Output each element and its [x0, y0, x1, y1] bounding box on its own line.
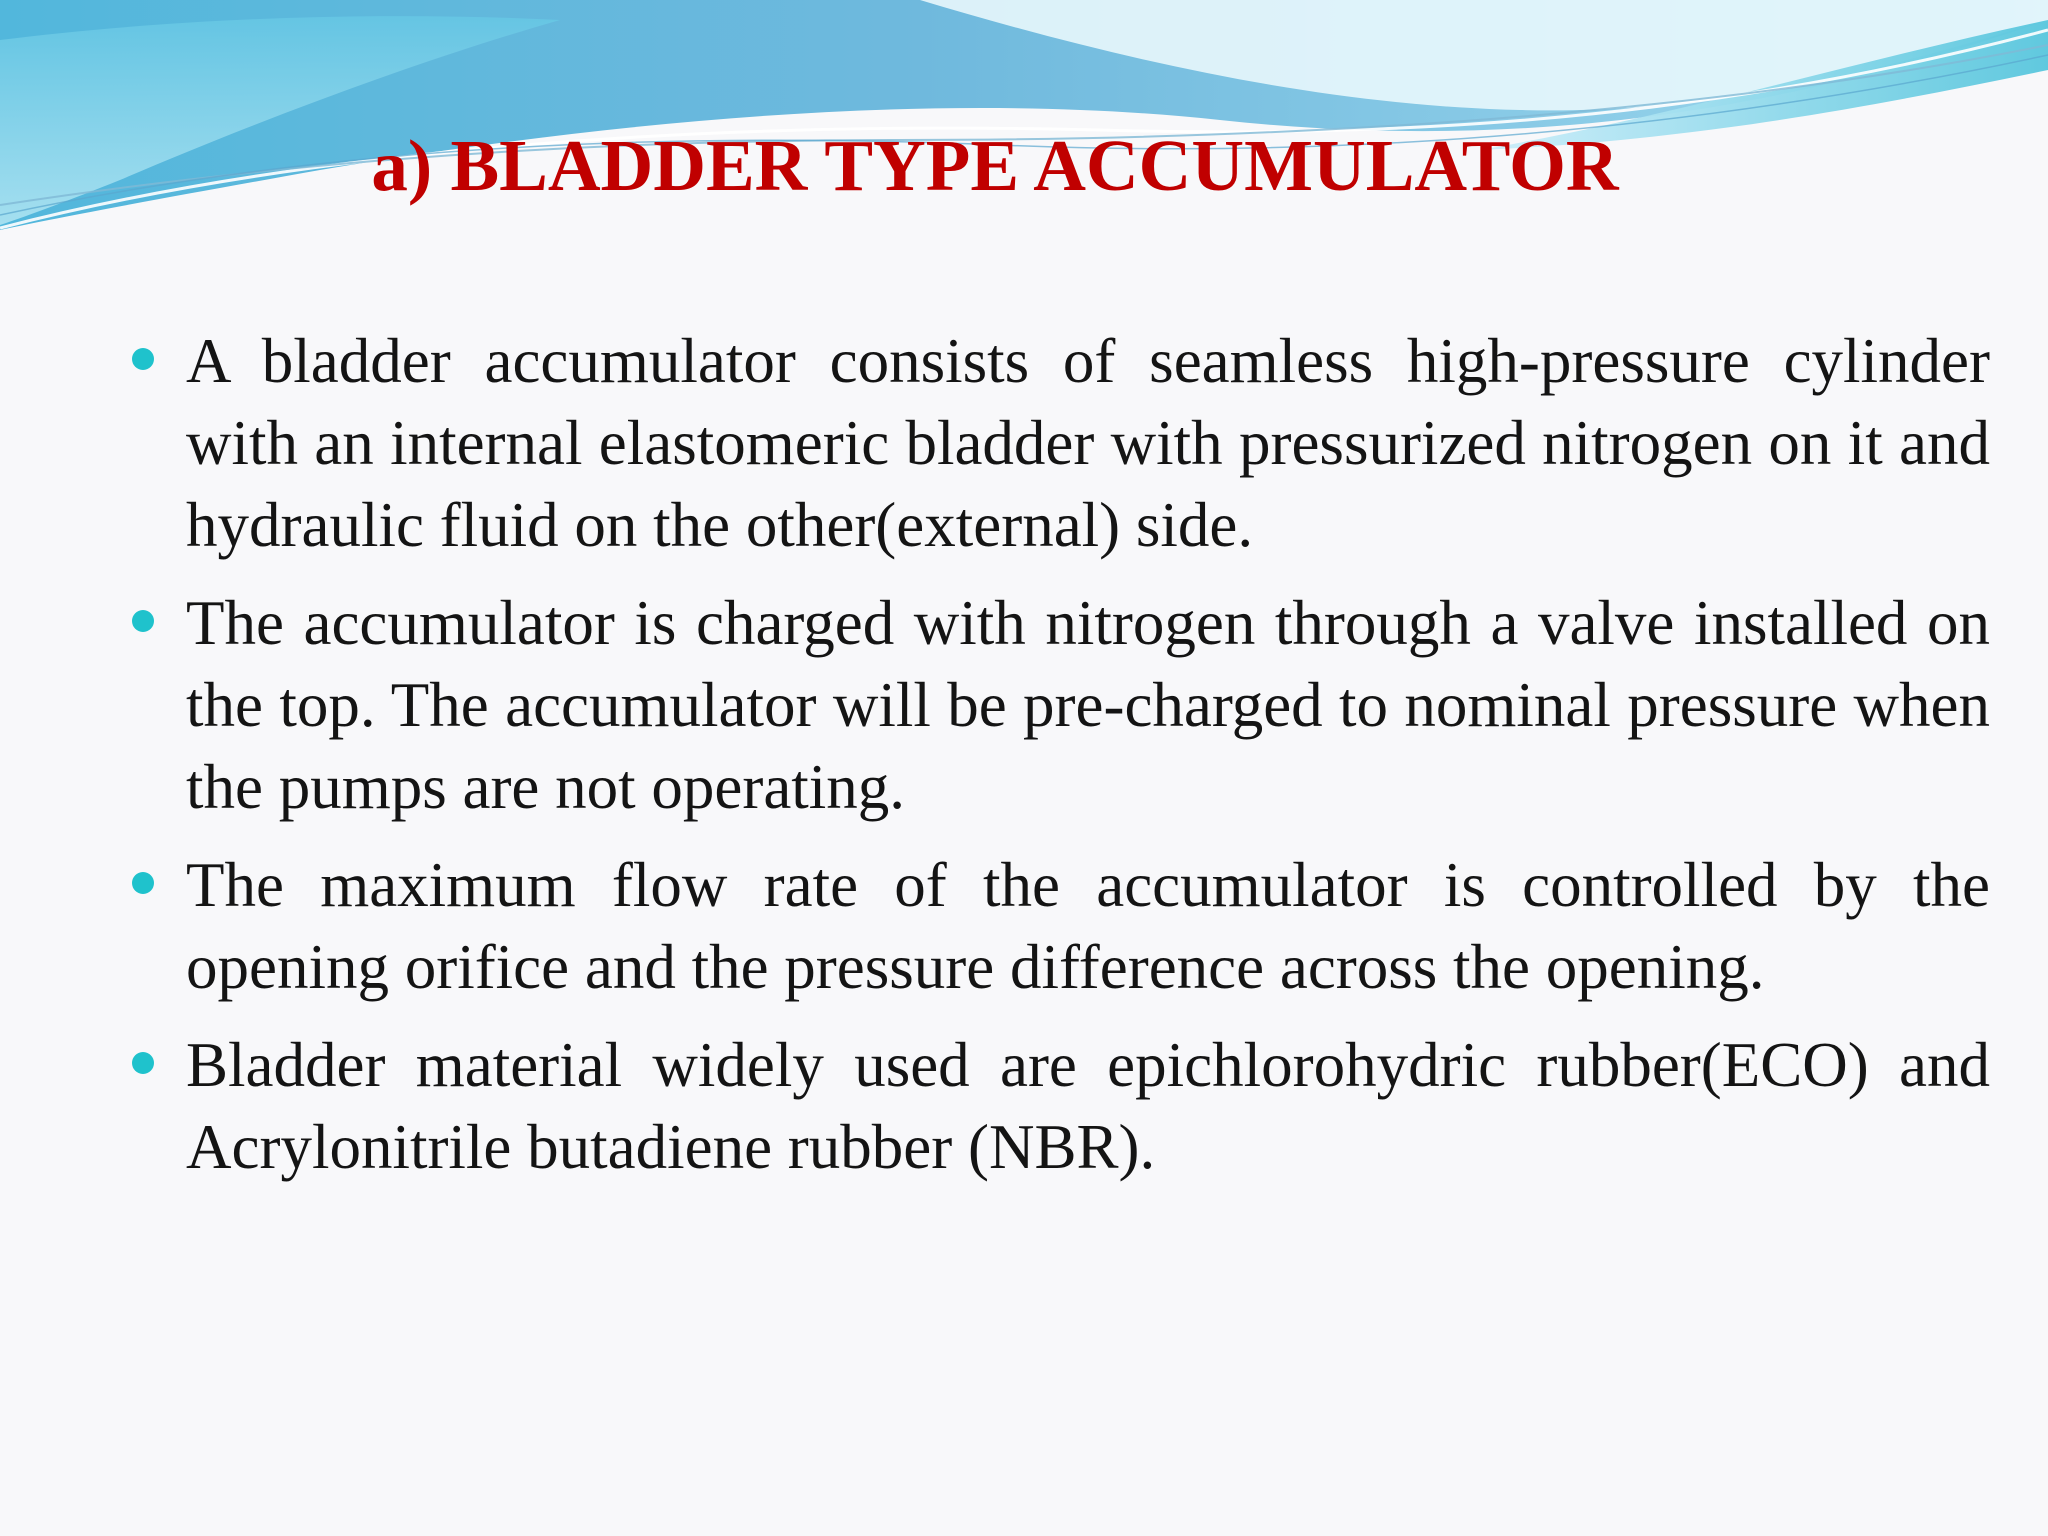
- circle-bullet-icon: [132, 348, 154, 370]
- bullet-text: The accumulator is charged with nitrogen through a valve installed on the top. The accumulator will be pre-charged to nominal pressure when the pumps are not operating.: [186, 588, 1990, 822]
- circle-bullet-icon: [132, 610, 154, 632]
- bullet-list: [128, 320, 1990, 1204]
- bullet-item: [128, 582, 1990, 828]
- bullet-text: The maximum flow rate of the accumulator is controlled by the opening orifice and the pressure difference across the opening.: [186, 850, 1990, 1002]
- circle-bullet-icon: [132, 872, 154, 894]
- slide-title: a) BLADDER TYPE ACCUMULATOR: [371, 125, 1619, 206]
- bullet-text: Bladder material widely used are epichlorohydric rubber(ECO) and Acrylonitrile butadiene rubber (NBR).: [186, 1030, 1990, 1182]
- bullet-item: [128, 320, 1990, 566]
- circle-bullet-icon: [132, 1052, 154, 1074]
- bullet-item: [128, 1024, 1990, 1188]
- bullet-text: A bladder accumulator consists of seamless high-pressure cylinder with an internal elastomeric bladder with pressurized nitrogen on it and hydraulic fluid on the other(external) side.: [186, 326, 1990, 560]
- bullet-item: [128, 844, 1990, 1008]
